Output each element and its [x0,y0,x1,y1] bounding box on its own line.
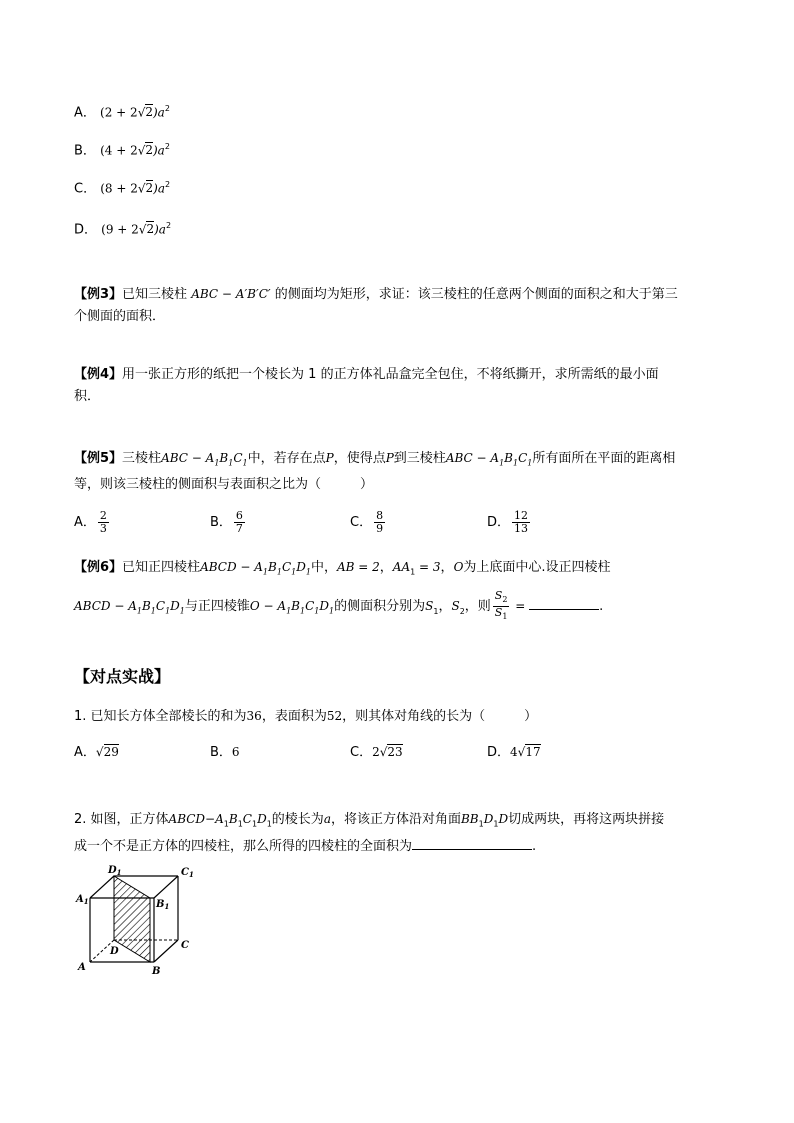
question-1: 1. 已知长方体全部棱长的和为36，表面积为52，则其体对角线的长为（ ） [74,709,538,724]
option-d-top: D． $(9 + 2√2)a^2$ [74,221,172,238]
answer-blank-ex6[interactable] [529,597,599,610]
option-a-top: A． $(2 + 2√2)a^2$ [74,104,170,121]
label-d1: $D_1$ [108,865,122,877]
option-c-top: C． $(8 + 2√2)a^2$ [74,180,171,197]
label-a: A [78,962,86,973]
label-c1: $C_1$ [181,867,194,879]
section-heading: 【对点实战】 [74,667,171,686]
label-b: B [152,966,161,977]
example-3: 【例3】已知三棱柱 ABC − A′B′C′ 的侧面均为矩形，求证：该三棱柱的任意两个侧面的面积之和大于第三 个侧面的面积． [74,287,678,324]
example-5: 【例5】三棱柱ABC − $A_1B_1C_1$中，若存在点P，使得点P到三棱柱ABC − $A_1B_1C_1$所有面所在平面的距离相 等，则该三棱柱的侧面积与表面积之比为（ ） [74,451,676,493]
question-1-options: A．√29 B．6 C．2√23 D．4√17 [74,745,541,760]
cube-figure [70,862,210,982]
label-c: C [181,940,189,951]
example-5-options: A． $\frac{2}{3}$ B． $\frac{6}{7}$ C． $\frac{8}{9}$ D． $\frac{12}{13}$ [74,509,529,535]
example-4: 【例4】用一张正方形的纸把一个棱长为 1 的正方体礼品盒完全包住，不将纸撕开，求所需纸的最小面 积． [74,367,659,404]
label-d: D [110,946,119,957]
question-2: 2. 如图，正方体$ABCD-A_1B_1C_1D_1$的棱长为a，将该正方体沿对角面$BB_1D_1D$切成两块，再将这两块拼接 成一个不是正方体的四棱柱，那么所得的四棱柱的全面积为 . [74,812,665,854]
label-a1: $A_1$ [76,894,89,906]
answer-blank-q2[interactable] [412,837,532,850]
label-b1: $B_1$ [156,899,170,911]
diagonal-plane [114,876,150,962]
option-b-top: B． $(4 + 2√2)a^2$ [74,142,170,159]
example-6: 【例6】已知正四棱柱ABCD − $A_1B_1C_1D_1$中，AB = 2，$AA_1 = 3$，O为上底面中心.设正四棱柱 ABCD − $A_1B_1C_1D_1$与正四棱锥$O - A_1B_1C_1D_1$的侧面积分别为$S_1$，$S_2$，则 $\frac{S_2}{S_1}$ = . [74,560,611,621]
